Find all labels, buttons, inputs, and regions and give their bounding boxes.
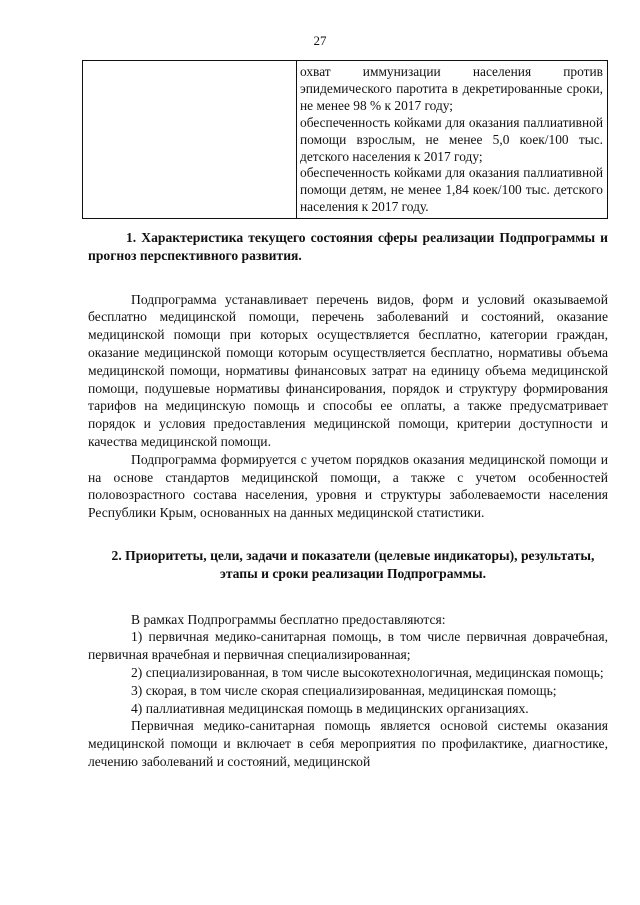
table-cell-empty — [83, 61, 297, 219]
indicators-table — [82, 60, 608, 219]
indicator-palliative-beds-children: обеспеченность койками для оказания паллиативной помощи детям, не менее 1,84 коек/100 тыс. детского населения к 2017 году. — [300, 165, 603, 215]
table-cell-indicators — [297, 61, 608, 219]
section2-closing-paragraph: Первичная медико-санитарная помощь является основой системы оказания медицинской помощи и включает в себя мероприятия по профилактике, диагностике, лечению заболеваний и состояний, медицинской — [88, 718, 608, 769]
section2-heading: 2. Приоритеты, цели, задачи и показатели (целевые индикаторы), результаты, этапы и сроки реализации Подпрограммы. — [111, 547, 595, 581]
indicator-mumps-immunization: охват иммунизации населения против эпидемического паротита в декретированные сроки, не менее 98 % к 2017 году; — [300, 64, 603, 113]
list-item: 4) паллиативная медицинская помощь в медицинских организациях. — [131, 700, 529, 716]
section2-lead: В рамках Подпрограммы бесплатно предоставляются: — [131, 611, 446, 627]
list-item: 1) первичная медико-санитарная помощь, в том числе первичная доврачебная, первичная врачебная и первичная специализированная; — [88, 629, 608, 663]
section1-paragraph: Подпрограмма устанавливает перечень видов, форм и условий оказываемой бесплатно медицинской помощи, перечень заболеваний и состояний, оказание медицинской помощи при которых осуществляется бесплатно, категории граждан, оказание медицинской помощи которым осуществляется бесплатно, нормативы объема медицинской помощи, нормативы финансовых затрат на единицу объема медицинской помощи, подушевые нормативы финансирования, порядок и структуру формирования тарифов на медицинскую помощь и способы ее оплаты, а также предусматривает порядок и условия предоставления медицинской помощи, критерии доступности и качества медицинской помощи. — [88, 291, 608, 449]
section1-heading: 1. Характеристика текущего состояния сферы реализации Подпрограммы и прогноз перспективного развития. — [88, 230, 608, 263]
indicator-palliative-beds-adults: обеспеченность койками для оказания паллиативной помощи взрослым, не менее 5,0 коек/100 тыс. детского населения к 2017 году; — [300, 114, 603, 164]
page-number: 27 — [313, 33, 327, 48]
document-body — [88, 229, 608, 771]
list-item: 3) скорая, в том числе скорая специализированная, медицинская помощь; — [131, 682, 557, 698]
list-item: 2) специализированная, в том числе высокотехнологичная, медицинская помощь; — [131, 664, 604, 680]
section1-paragraph: Подпрограмма формируется с учетом порядков оказания медицинской помощи и на основе стандартов медицинской помощи, а также с учетом особенностей половозрастного состава населения, уровня и структуры заболеваемости населения Республики Крым, основанных на данных медицинской статистики. — [88, 451, 608, 521]
table-row — [83, 61, 608, 219]
